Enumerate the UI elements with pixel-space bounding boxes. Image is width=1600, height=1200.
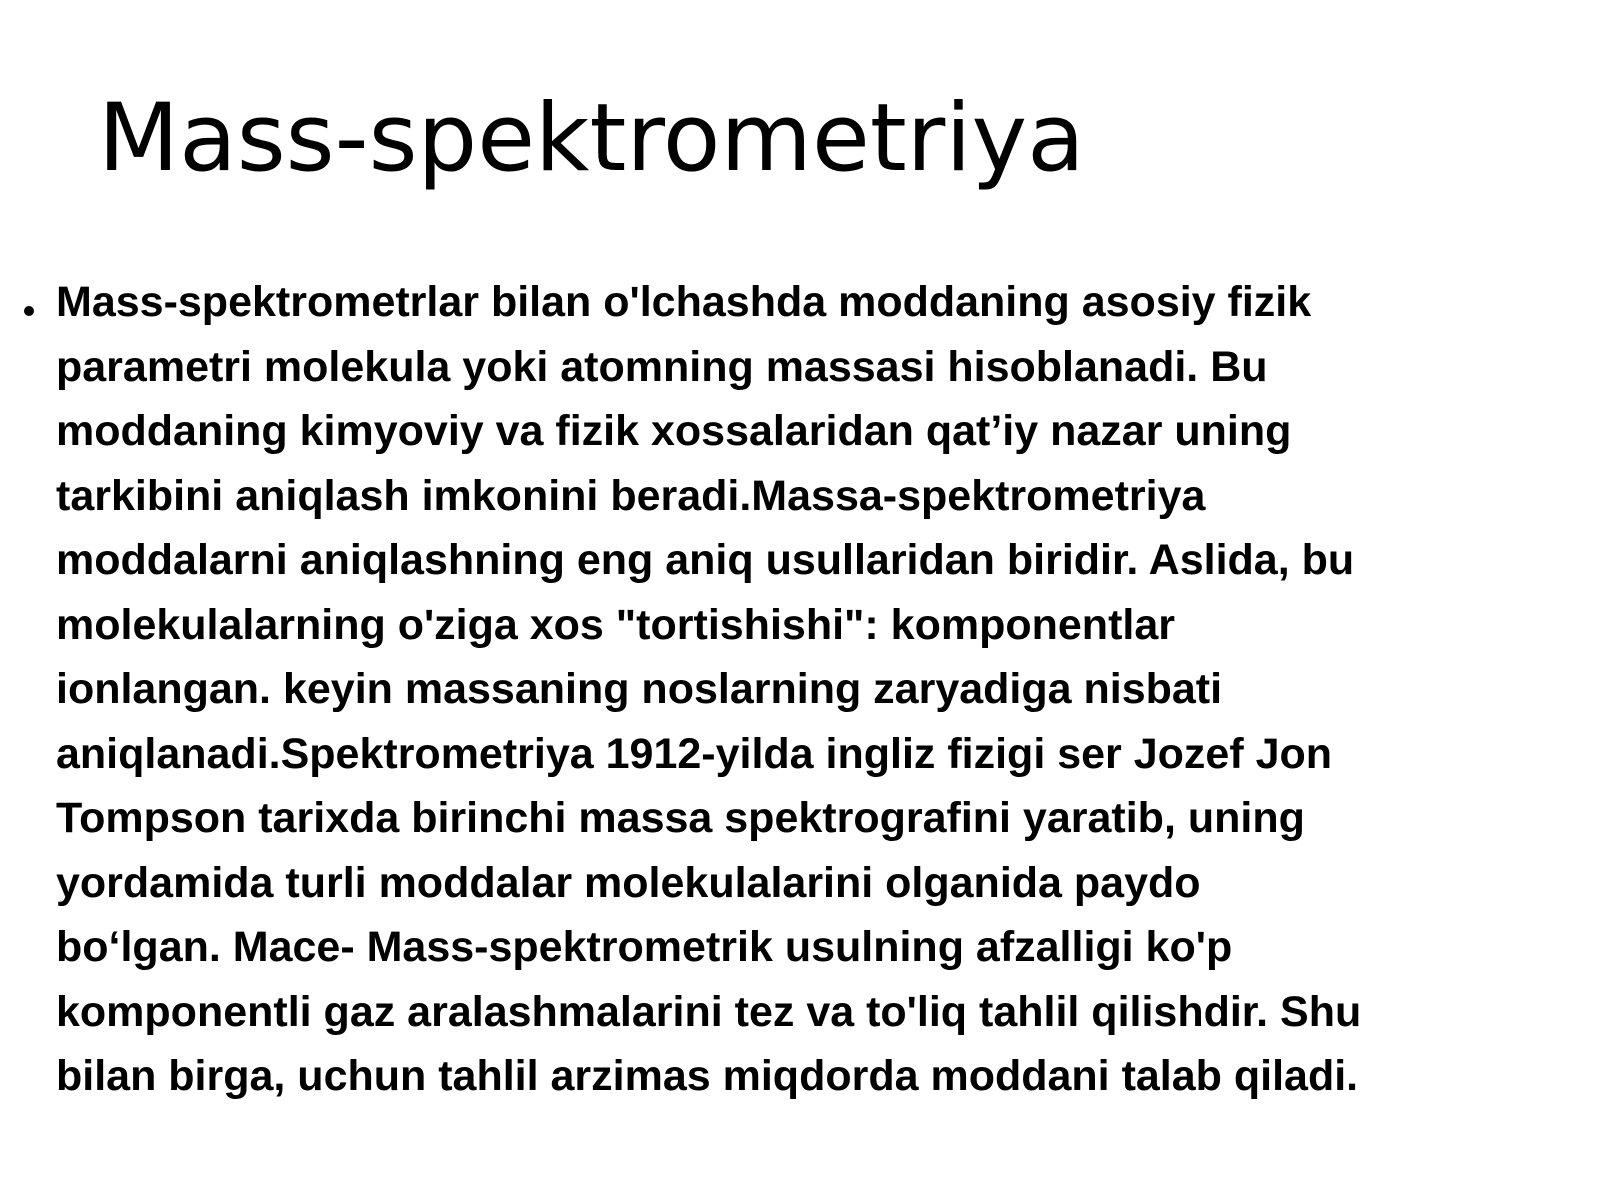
paragraph-line: moddaning kimyoviy va fizik xossalaridan qat’iy nazar uning [56,407,1292,455]
bullet-paragraph [56,270,1556,1109]
paragraph-line: komponentli gaz aralashmalarini tez va to'liq tahlil qilishdir. Shu [56,987,1362,1036]
paragraph-line: Mass-spektrometrlar bilan o'lchashda moddaning asosiy fizik [56,278,1312,326]
paragraph-line: ionlangan. keyin massaning noslarning zaryadiga nisbati [56,665,1223,713]
paragraph-line: parametri molekula yoki atomning massasi hisoblanadi. Bu [56,342,1268,391]
paragraph-line: moddalarni aniqlashning eng aniq usullaridan biridir. Aslida, bu [56,536,1355,584]
paragraph-line: tarkibini aniqlash imkonini beradi.Massa-spektrometriya [56,471,1206,520]
slide-title: Mass-spektrometriya [98,84,1085,193]
paragraph-line: aniqlanadi.Spektrometriya 1912-yilda ingliz fizigi ser Jozef Jon [56,729,1333,778]
paragraph-line: molekulalarning o'ziga xos "tortishishi": komponentlar [56,600,1175,649]
bullet-dot-icon [24,306,34,316]
paragraph-line: Tompson tarixda birinchi massa spektrografini yaratib, uning [56,794,1305,842]
paragraph-line: bilan birga, uchun tahlil arzimas miqdorda moddani talab qiladi. [56,1052,1359,1100]
paragraph-line: yordamida turli moddalar molekulalarini olganida paydo [56,858,1201,907]
paragraph-line: bo‘lgan. Mace- Mass-spektrometrik usulning afzalligi ko'p [56,923,1233,971]
